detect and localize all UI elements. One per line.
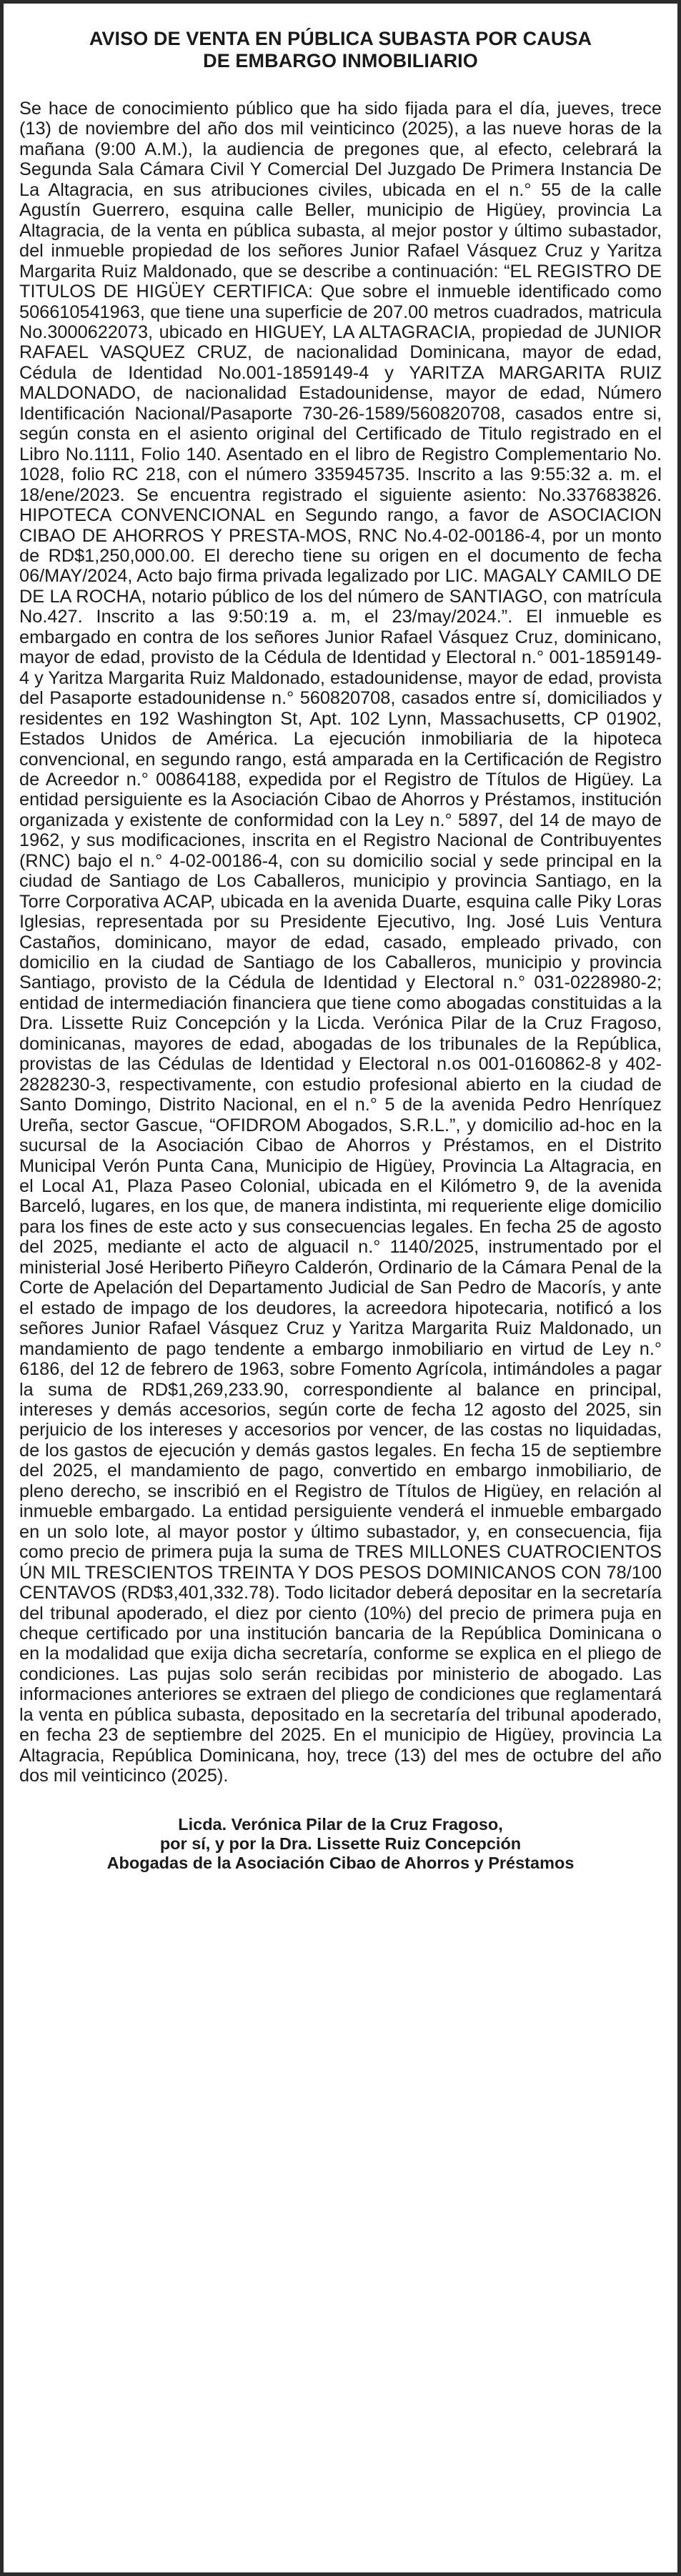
- signature-line-2: por sí, y por la Dra. Lissette Ruiz Concepción: [159, 1834, 522, 1853]
- notice-title-line-1: AVISO DE VENTA EN PÚBLICA SUBASTA POR CAUSA: [89, 28, 592, 49]
- notice-body: Se hace de conocimiento público que ha sido fijada para el día, jueves, trece (13) de noviembre del año dos mil veinticinco (2025), a las nueve horas de la mañana (9:00 A.M.), la audiencia de pregones que, al efecto, celebrará la Segunda Sala Cámara Civil Y Comercial Del Juzgado De Primera Instancia De La Altagracia, en sus atribuciones civiles, ubicada en el n.° 55 de la calle Agustín Guerrero, esquina calle Beller, municipio de Higüey, provincia La Altagracia, de la venta en pública subasta, al mejor postor y último subastador, del inmueble propiedad de los señores Junior Rafael Vásquez Cruz y Yaritza Margarita Ruiz Maldonado, que se describe a continuación: “EL REGISTRO DE TITULOS DE HIGÜEY CERTIFICA: Que sobre el inmueble identificado como 506610541963, que tiene una superficie de 207.00 metros cuadrados, matricula No.3000622073, ubicado en HIGUEY, LA ALTAGRACIA, propiedad de JUNIOR RAFAEL VASQUEZ CRUZ, de nacionalidad Dominicana, mayor de edad, Cédula de Identidad No.001-1859149-4 y YARITZA MARGARITA RUIZ MALDONADO, de nacionalidad Estadounidense, mayor de edad, Número Identificación Nacional/Pasaporte 730-26-1589/560820708, casados entre si, según consta en el asiento original del Certificado de Titulo registrado en el Libro No.1111, Folio 140. Asentado en el libro de Registro Complementario No. 1028, folio RC 218, con el número 335945735. Inscrito a las 9:55:32 a. m. el 18/ene/2023. Se encuentra registrado el siguiente asiento: No.337683826. HIPOTECA CONVENCIONAL en Segundo rango, a favor de ASOCIACION CIBAO DE AHORROS Y PRESTA-MOS, RNC No.4-02-00186-4, por un monto de RD$1,250,000.00. El derecho tiene su origen en el documento de fecha 06/MAY/2024, Acto bajo firma privada legalizado por LIC. MAGALY CAMILO DE DE LA ROCHA, notario público de los del número de SANTIAGO, con matrícula No.427. Inscrito a las 9:50:19 a. m, el 23/may/2024.”. El inmueble es embargado en contra de los señores Junior Rafael Vásquez Cruz, dominicano, mayor de edad, provisto de la Cédula de Identidad y Electoral n.° 001-1859149-4 y Yaritza Margarita Ruiz Maldonado, estadounidense, mayor de edad, provista del Pasaporte estadounidense n.° 560820708, casados entre sí, domiciliados y residentes en 192 Washington St, Apt. 102 Lynn, Massachusetts, CP 01902, Estados Unidos de América. La ejecución inmobiliaria de la hipoteca convencional, en segundo rango, está amparada en la Certificación de Registro de Acreedor n.° 00864188, expedida por el Registro de Títulos de Higüey. La entidad persiguiente es la Asociación Cibao de Ahorros y Préstamos, institución organizada y existente de conformidad con la Ley n.° 5897, del 14 de mayo de 1962, y sus modificaciones, inscrita en el Registro Nacional de Contribuyentes (RNC) bajo el n.° 4-02-00186-4, con su domicilio social y sede principal en la ciudad de Santiago de Los Caballeros, municipio y provincia Santiago, en la Torre Corporativa ACAP, ubicada en la avenida Duarte, esquina calle Piky Loras Iglesias, representada por su Presidente Ejecutivo, Ing. José Luis Ventura Castaños, dominicano, mayor de edad, casado, empleado privado, con domicilio en la ciudad de Santiago de los Caballeros, municipio y provincia Santiago, provisto de la Cédula de Identidad y Electoral n.° 031-0228980-2; entidad de intermediación financiera que tiene como abogadas constituidas a la Dra. Lissette Ruiz Concepción y la Licda. Verónica Pilar de la Cruz Fragoso, dominicanas, mayores de edad, abogadas de los tribunales de la República, provistas de las Cédulas de Identidad y Electoral n.os 001-0160862-8 y 402-2828230-3, respectivamente, con estudio profesional abierto en la ciudad de Santo Domingo, Distrito Nacional, en el n.° 5 de la avenida Pedro Henríquez Ureña, sector Gascue, “OFIDROM Abogados, S.R.L.”, y domicilio ad-hoc en la sucursal de la Asociación Cibao de Ahorros y Préstamos, en el Distrito Municipal Verón Punta Cana, Municipio de Higüey, Provincia La Altagracia, en el Local A1, Plaza Paseo Colonial, ubicada en el Kilómetro 9, de la avenida Barceló, lugares, en los que, de manera indistinta, mi requeriente elige domicilio para los fines de este acto y sus consecuencias legales. En fecha 25 de agosto del 2025, mediante el acto de alguacil n.° 1140/2025, instrumentado por el ministerial José Heriberto Piñeyro Calderón, Ordinario de la Cámara Penal de la Corte de Apelación del Departamento Judicial de San Pedro de Macorís, y ante el estado de impago de los deudores, la acreedora hipotecaria, notificó a los señores Junior Rafael Vásquez Cruz y Yaritza Margarita Ruiz Maldonado, un mandamiento de pago tendente a embargo inmobiliario en virtud de Ley n.° 6186, del 12 de febrero de 1963, sobre Fomento Agrícola, intimándoles a pagar la suma de RD$1,269,233.90, correspondiente al balance en principal, intereses y demás accesorios, según corte de fecha 12 agosto del 2025, sin perjuicio de los intereses y accesorios por vencer, de las costas no liquidadas, de los gastos de ejecución y demás gastos legales. En fecha 15 de septiembre del 2025, el mandamiento de pago, convertido en embargo inmobiliario, de pleno derecho, se inscribió en el Registro de Títulos de Higüey, en relación al inmueble embargado. La entidad persiguiente venderá el inmueble embargado en un solo lote, al mayor postor y último subastador, y, en consecuencia, fija como precio de primera puja la suma de TRES MILLONES CUATROCIENTOS ÚN MIL TRESCIENTOS TREINTA Y DOS PESOS DOMINICANOS CON 78/100 CENTAVOS (RD$3,401,332.78). Todo licitador deberá depositar en la secretaría del tribunal apoderado, el diez por ciento (10%) del precio de primera puja en cheque certificado por una institución bancaria de la República Dominicana o en la modalidad que exija dicha secretaría, conforme se explica en el pliego de condiciones. Las pujas solo serán recibidas por ministerio de abogado. Las informaciones anteriores se extraen del pliego de condiciones que reglamentará la venta en pública subasta, depositado en la secretaría del tribunal apoderado, en fecha 23 de septiembre del 2025. En el municipio de Higüey, provincia La Altagracia, República Dominicana, hoy, trece (13) del mes de octubre del año dos mil veinticinco (2025).: [19, 99, 662, 1786]
- notice-title: [19, 28, 662, 72]
- notice-title-line-2: DE EMBARGO INMOBILIARIO: [203, 50, 478, 71]
- signature-block: [19, 1815, 662, 1873]
- signature-line-1: Licda. Verónica Pilar de la Cruz Fragoso,: [178, 1814, 503, 1834]
- signature-line-3: Abogadas de la Asociación Cibao de Ahorros y Préstamos: [106, 1853, 575, 1872]
